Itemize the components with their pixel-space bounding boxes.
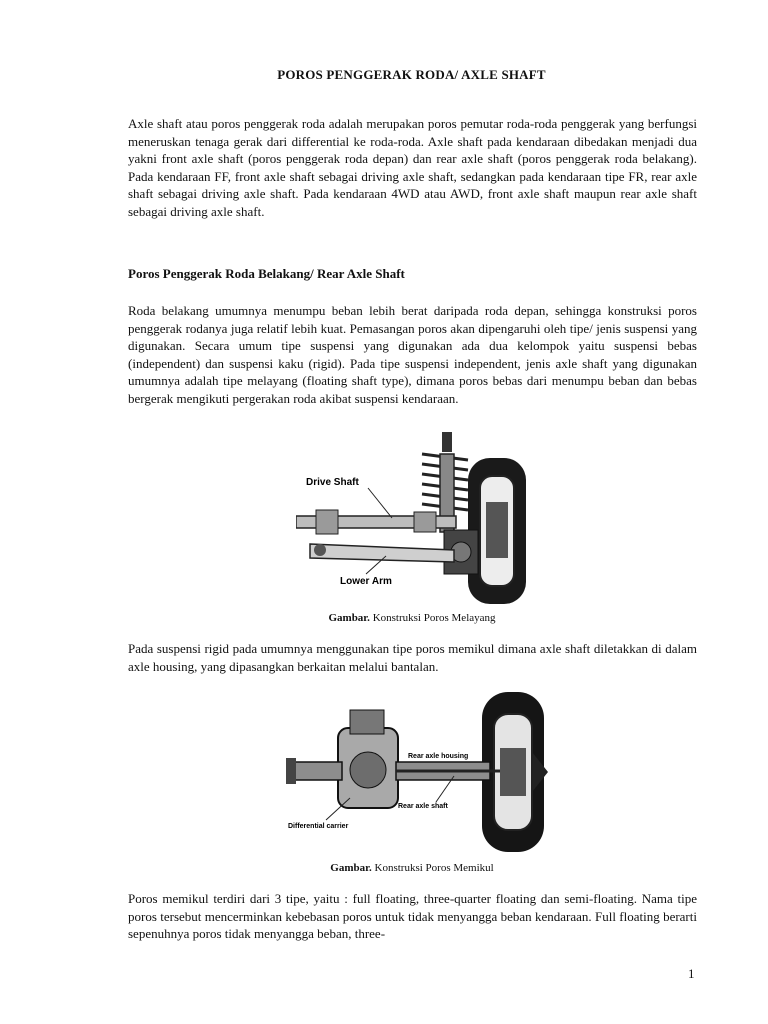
figure-1-caption-bold: Gambar. xyxy=(328,612,370,624)
figure-1-caption-text: Konstruksi Poros Melayang xyxy=(369,612,496,624)
figure-floating-axle xyxy=(296,432,528,604)
figure-rigid-axle xyxy=(286,692,554,852)
section-heading: Poros Penggerak Roda Belakang/ Rear Axle Shaft xyxy=(128,266,405,281)
figure-2-caption-bold: Gambar. xyxy=(330,862,372,874)
intro-paragraph: Axle shaft atau poros penggerak roda adalah merupakan poros pemutar roda-roda penggerak yang berfungsi meneruskan tenaga gerak dari differential ke roda-roda. Axle shaft pada kendaraan dibedakan menjadi dua yakni front axle shaft (poros penggerak roda depan) dan rear axle shaft (poros penggerak roda belakang). Pada kendaraan FF, front axle shaft sebagai driving axle shaft, sedangkan pada kendaraan tipe FR, rear axle shaft sebagai driving axle shaft. Pada kendaraan 4WD atau AWD, front axle shaft maupun rear axle shaft sebagai driving axle shaft. xyxy=(128,116,697,219)
label-drive-shaft: Drive Shaft xyxy=(306,477,359,488)
label-differential-carrier: Differential carrier xyxy=(288,823,349,830)
figure-2-caption xyxy=(0,862,768,874)
page-title: POROS PENGGERAK RODA/ AXLE SHAFT xyxy=(277,67,546,82)
label-lower-arm: Lower Arm xyxy=(340,576,392,587)
page-number: 1 xyxy=(688,966,695,981)
figure-1-caption xyxy=(0,612,768,624)
floating-axle-illustration xyxy=(296,432,528,604)
label-rear-axle-shaft: Rear axle shaft xyxy=(398,803,448,810)
figure-2-caption-text: Konstruksi Poros Memikul xyxy=(371,862,494,874)
paragraph-4: Poros memikul terdiri dari 3 tipe, yaitu : full floating, three-quarter floating dan semi-floating. Nama tipe poros tersebut mencerminkan kebebasan poros untuk tidak menyangga beban kendaraan. Full floating berarti sepenuhnya poros tidak menyangga beban, three- xyxy=(128,891,697,942)
paragraph-2: Roda belakang umumnya menumpu beban lebih berat daripada roda depan, sehingga konstruksi poros penggerak rodanya juga relatif lebih kuat. Pemasangan poros akan dipengaruhi oleh tipe/ jenis suspensi yang digunakan. Secara umum tipe suspensi yang digunakan ada dua kelompok yaitu suspensi bebas (independent) dan suspensi kaku (rigid). Pada tipe suspensi independent, jenis axle shaft yang digunakan umumnya adalah tipe melayang (floating shaft type), dimana poros bebas dari menumpu beban dan bebas bergerak mengikuti pergerakan roda akibat suspensi kendaraan. xyxy=(128,303,697,406)
paragraph-3: Pada suspensi rigid pada umumnya menggunakan tipe poros memikul dimana axle shaft diletakkan di dalam axle housing, yang dipasangkan berkaitan melalui bantalan. xyxy=(128,641,697,674)
label-rear-axle-housing: Rear axle housing xyxy=(408,753,469,760)
rigid-axle-illustration xyxy=(286,692,554,852)
